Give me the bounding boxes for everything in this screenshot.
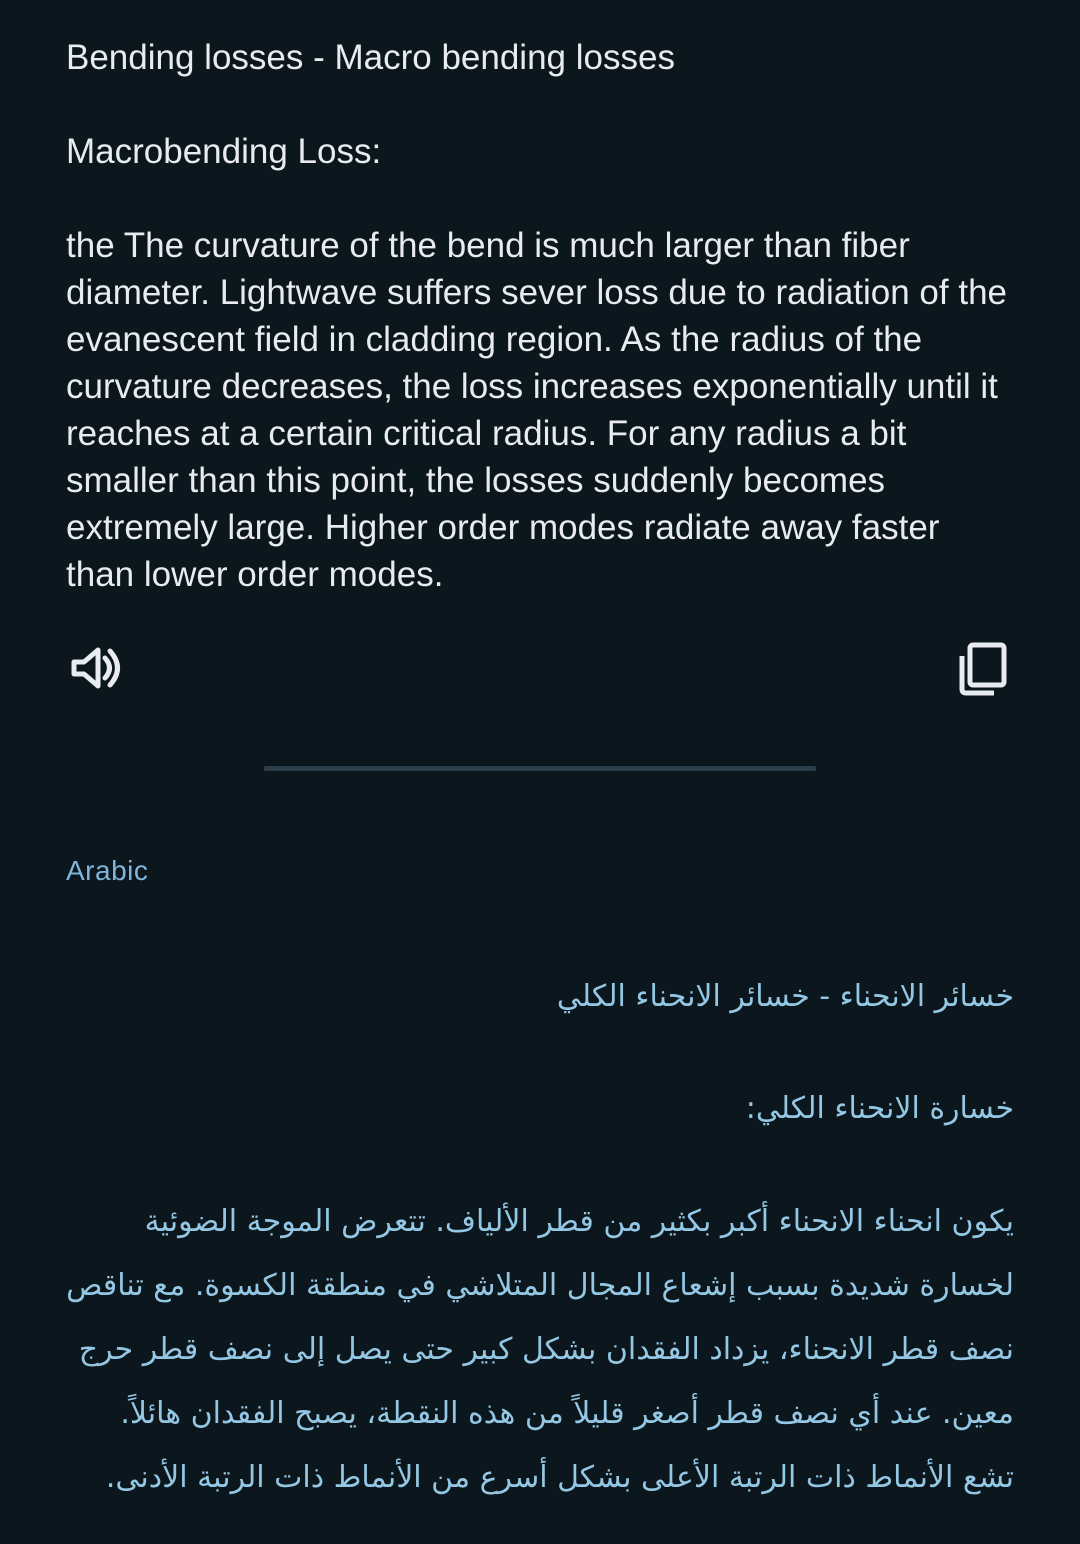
speaker-icon — [64, 638, 124, 698]
source-subheading: Macrobending Loss: — [66, 132, 382, 171]
translated-subheading: خسارة الانحناء الكلي: — [745, 1091, 1014, 1126]
copy-icon — [950, 636, 1014, 700]
copy-button[interactable] — [950, 636, 1014, 700]
source-heading: Bending losses - Macro bending losses — [66, 38, 675, 77]
source-body: the The curvature of the bend is much larger than fiber diameter. Lightwave suffers sever loss due to radiation of the evanescent field in cladding region. As the radius of the curvature decreases, the loss increases exponentially until it reaches at a certain critical radius. For any radius a bit smaller than this point, the losses suddenly becomes extremely large. Higher order modes radiate away faster than lower order modes. — [66, 226, 1008, 594]
section-divider — [264, 766, 816, 771]
translated-body: يكون انحناء الانحناء أكبر بكثير من قطر الألياف. تتعرض الموجة الضوئية لخسارة شديدة بسبب إشعاع المجال المتلاشي في منطقة الكسوة. مع تناقص نصف قطر الانحناء، يزداد الفقدان بشكل كبير حتى يصل إلى نصف قطر حرج معين. عند أي نصف قطر أصغر قليلاً من هذه النقطة، يصبح الفقدان هائلاً. تشع الأنماط ذات الرتبة الأعلى بشكل أسرع من الأنماط ذات الرتبة الأدنى. — [66, 1204, 1014, 1495]
target-language-label: Arabic — [66, 855, 149, 886]
translated-heading: خسائر الانحناء - خسائر الانحناء الكلي — [556, 979, 1014, 1014]
listen-button[interactable] — [62, 636, 126, 700]
